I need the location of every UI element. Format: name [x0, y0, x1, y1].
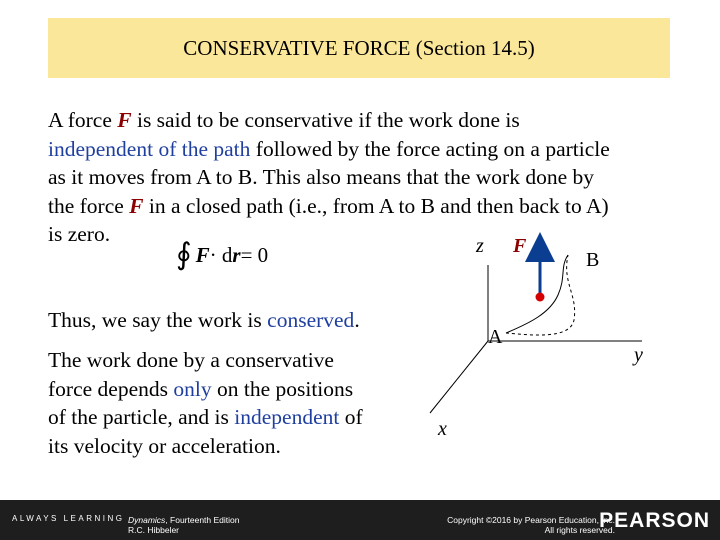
copyright-text: Copyright ©2016 by Pearson Education, Inc.	[447, 515, 615, 525]
text: force depends	[48, 376, 174, 401]
text: on the positions	[211, 376, 354, 401]
eq-r: r	[232, 242, 241, 267]
book-edition: , Fourteenth Edition	[165, 515, 240, 525]
eq-rhs: = 0	[240, 242, 269, 267]
highlight-text: independent	[234, 405, 340, 429]
eq-dot: · d	[209, 242, 233, 267]
slide-title: CONSERVATIVE FORCE (Section 14.5)	[183, 35, 535, 60]
path-diagram	[420, 225, 680, 445]
rights-text: All rights reserved.	[544, 525, 615, 535]
paragraph-positions	[48, 346, 418, 460]
particle-point	[536, 293, 545, 302]
force-symbol: F	[117, 108, 132, 132]
label-y: y	[634, 344, 643, 366]
highlight-text: independent of the path	[48, 136, 251, 161]
book-info	[128, 515, 240, 535]
x-axis	[430, 341, 488, 413]
title-banner	[48, 18, 670, 78]
text: the force	[48, 193, 130, 218]
label-x: x	[438, 418, 447, 440]
book-title: Dynamics	[128, 515, 166, 525]
text: .	[354, 308, 360, 332]
paragraph-conserved	[48, 308, 360, 333]
highlight-text: conserved	[267, 308, 355, 332]
text: A force	[48, 108, 118, 132]
text: is zero.	[48, 222, 111, 246]
copyright-notice	[447, 515, 615, 535]
text: Thus, we say the work is	[48, 308, 268, 332]
label-z: z	[476, 235, 484, 257]
contour-integral-symbol: ∮	[176, 238, 192, 271]
text: The work done by a conservative	[48, 348, 334, 372]
book-author: R.C. Hibbeler	[128, 525, 180, 535]
force-symbol: F	[129, 193, 144, 218]
closed-path-integral	[176, 240, 268, 270]
text: of	[339, 405, 363, 429]
text: followed by the force acting on a particle	[250, 136, 610, 161]
label-force: F	[513, 235, 527, 257]
always-learning-tagline: ALWAYS LEARNING	[12, 514, 125, 523]
label-B: B	[586, 249, 600, 271]
label-A: A	[488, 326, 503, 348]
text: of the particle, and is	[48, 405, 235, 429]
text: its velocity or acceleration.	[48, 433, 281, 458]
eq-force: F	[195, 242, 210, 267]
text: in a closed path (i.e., from A to B and then back to A)	[143, 193, 609, 218]
text: is said to be conservative if the work done is	[131, 108, 520, 132]
footer-bar	[0, 500, 720, 540]
highlight-text: only	[173, 376, 212, 401]
text: as it moves from A to B. This also means that the work done by	[48, 165, 595, 189]
pearson-logo: PEARSON	[599, 509, 710, 532]
